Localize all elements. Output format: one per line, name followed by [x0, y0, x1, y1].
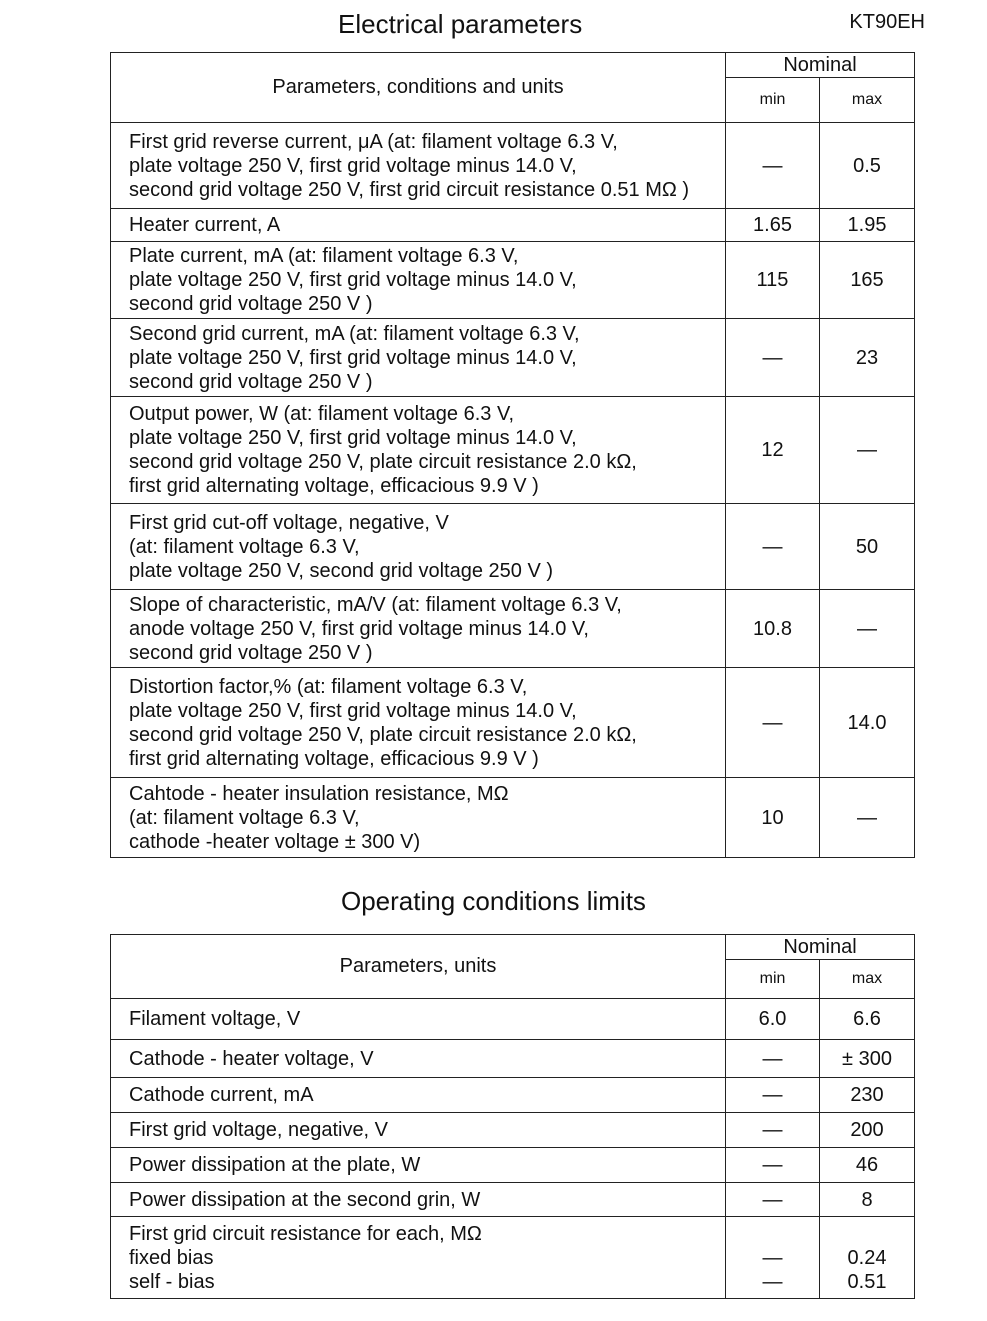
table-row: [111, 1148, 915, 1183]
min-value-cell: —: [726, 668, 820, 778]
table-row: [111, 1217, 915, 1299]
param-line: second grid voltage 250 V, plate circuit resistance 2.0 kΩ,: [129, 723, 637, 746]
max-value-cell: 14.0: [820, 668, 915, 778]
param-line: fixed bias: [129, 1246, 214, 1269]
operating-limits-table: [110, 934, 915, 1299]
value-line: —: [762, 1154, 783, 1176]
min-value-cell: 12: [726, 397, 820, 504]
table-row: [111, 1113, 915, 1148]
max-value-cell: [820, 1040, 915, 1078]
param-line: anode voltage 250 V, first grid voltage minus 14.0 V,: [129, 617, 589, 640]
param-line: Cathode - heater voltage, V: [129, 1047, 374, 1070]
value-line: —: [762, 1119, 783, 1141]
table-row: [111, 123, 915, 209]
param-line: First grid circuit resistance for each, MΩ: [129, 1222, 482, 1245]
table-row: [111, 242, 915, 319]
min-value-cell: [726, 1183, 820, 1217]
min-value-cell: —: [726, 504, 820, 590]
parameter-cell: [111, 999, 726, 1040]
value-line: 0.24: [847, 1246, 887, 1269]
min-value-cell: [726, 1113, 820, 1148]
table-row: [111, 1078, 915, 1113]
param-line: Filament voltage, V: [129, 1008, 301, 1030]
parameter-cell: [111, 123, 726, 209]
param-line: Cathode current, mA: [129, 1084, 314, 1106]
table-row: [111, 668, 915, 778]
value-line: —: [762, 1084, 783, 1106]
table-row: [111, 778, 915, 858]
value-line: 8: [861, 1188, 873, 1211]
min-value-cell: 115: [726, 242, 820, 319]
table-row: [111, 319, 915, 397]
param-line: Power dissipation at the plate, W: [129, 1154, 421, 1176]
max-value-cell: [820, 999, 915, 1040]
parameter-cell: [111, 1148, 726, 1183]
value-line: [726, 1222, 819, 1246]
table-row: [111, 999, 915, 1040]
parameter-cell: [111, 319, 726, 397]
max-value-cell: —: [820, 590, 915, 668]
param-line: Cahtode - heater insulation resistance, MΩ: [129, 782, 509, 805]
parameter-cell: [111, 590, 726, 668]
limits-title: Operating conditions limits: [341, 886, 646, 916]
max-value-cell: —: [820, 778, 915, 858]
parameter-cell: [111, 778, 726, 858]
table-row: [111, 504, 915, 590]
value-line: —: [762, 1270, 783, 1293]
value-line: 200: [850, 1119, 884, 1141]
param-line: Second grid current, mA (at: filament voltage 6.3 V,: [129, 322, 580, 345]
electrical-title: Electrical parameters: [338, 9, 583, 39]
max-value-cell: [820, 1183, 915, 1217]
table-row: [111, 590, 915, 668]
max-value-cell: 1.95: [820, 209, 915, 242]
min-value-cell: [726, 1217, 820, 1299]
value-line: 230: [850, 1084, 884, 1106]
parameter-cell: [111, 1183, 726, 1217]
value-line: —: [762, 1047, 783, 1070]
param-line: First grid cut-off voltage, negative, V: [129, 511, 449, 534]
value-line: [820, 1222, 914, 1246]
param-line: second grid voltage 250 V, plate circuit resistance 2.0 kΩ,: [129, 451, 637, 473]
header-min: min: [726, 78, 820, 123]
parameter-cell: [111, 1217, 726, 1299]
header-parameters: Parameters, conditions and units: [111, 53, 726, 123]
max-value-cell: [820, 1148, 915, 1183]
value-line: —: [762, 1188, 783, 1211]
min-value-cell: [726, 1078, 820, 1113]
value-line: —: [762, 1246, 783, 1269]
max-value-cell: [820, 1078, 915, 1113]
header-max: max: [820, 78, 915, 123]
min-value-cell: 10.8: [726, 590, 820, 668]
param-line: second grid voltage 250 V ): [129, 293, 373, 315]
param-line: plate voltage 250 V, first grid voltage minus 14.0 V,: [129, 154, 577, 177]
max-value-cell: —: [820, 397, 915, 504]
param-line: second grid voltage 250 V ): [129, 641, 373, 664]
param-line: plate voltage 250 V, first grid voltage minus 14.0 V,: [129, 346, 577, 369]
param-line: First grid reverse current, μA (at: filament voltage 6.3 V,: [129, 130, 618, 153]
max-value-cell: [820, 1217, 915, 1299]
parameter-cell: [111, 242, 726, 319]
param-line: plate voltage 250 V, first grid voltage minus 14.0 V,: [129, 699, 577, 722]
value-line: 0.51: [847, 1270, 887, 1293]
param-line: (at: filament voltage 6.3 V,: [129, 806, 360, 829]
min-value-cell: [726, 1148, 820, 1183]
header-parameters: Parameters, units: [111, 935, 726, 999]
parameter-cell: [111, 1078, 726, 1113]
min-value-cell: —: [726, 123, 820, 209]
param-line: plate voltage 250 V, second grid voltage 250 V ): [129, 559, 554, 582]
max-value-cell: 165: [820, 242, 915, 319]
electrical-parameters-table: [110, 52, 915, 858]
value-line: ± 300: [842, 1047, 892, 1070]
table-row: [111, 1040, 915, 1078]
table-row: [111, 1183, 915, 1217]
header-nominal: Nominal: [726, 53, 915, 78]
value-line: 6.6: [853, 1008, 881, 1030]
max-value-cell: 50: [820, 504, 915, 590]
param-line: Heater current, A: [129, 214, 281, 236]
param-line: Plate current, mA (at: filament voltage 6.3 V,: [129, 245, 519, 267]
min-value-cell: 1.65: [726, 209, 820, 242]
value-line: 6.0: [758, 1008, 787, 1030]
table-row: [111, 397, 915, 504]
table-row: [111, 209, 915, 242]
param-line: cathode -heater voltage ± 300 V): [129, 830, 421, 853]
header-min: min: [726, 960, 820, 999]
param-line: plate voltage 250 V, first grid voltage minus 14.0 V,: [129, 269, 577, 291]
value-line: 46: [855, 1154, 879, 1176]
param-line: second grid voltage 250 V, first grid circuit resistance 0.51 MΩ ): [129, 178, 690, 201]
max-value-cell: 23: [820, 319, 915, 397]
parameter-cell: [111, 1040, 726, 1078]
param-line: second grid voltage 250 V ): [129, 370, 373, 393]
max-value-cell: 0.5: [820, 123, 915, 209]
max-value-cell: [820, 1113, 915, 1148]
param-line: First grid voltage, negative, V: [129, 1119, 389, 1141]
param-line: first grid alternating voltage, efficacious 9.9 V ): [129, 475, 539, 497]
parameter-cell: [111, 504, 726, 590]
min-value-cell: —: [726, 319, 820, 397]
param-line: self - bias: [129, 1270, 215, 1293]
param-line: Output power, W (at: filament voltage 6.3 V,: [129, 403, 515, 425]
min-value-cell: [726, 999, 820, 1040]
param-line: Distortion factor,% (at: filament voltage 6.3 V,: [129, 675, 528, 698]
parameter-cell: [111, 1113, 726, 1148]
param-line: Slope of characteristic, mA/V (at: filament voltage 6.3 V,: [129, 593, 622, 616]
model-label: KT90EH: [849, 11, 925, 33]
param-line: Power dissipation at the second grin, W: [129, 1188, 481, 1211]
min-value-cell: 10: [726, 778, 820, 858]
parameter-cell: [111, 397, 726, 504]
header-max: max: [820, 960, 915, 999]
header-nominal: Nominal: [726, 935, 915, 960]
parameter-cell: [111, 209, 726, 242]
param-line: plate voltage 250 V, first grid voltage minus 14.0 V,: [129, 427, 577, 449]
min-value-cell: [726, 1040, 820, 1078]
parameter-cell: [111, 668, 726, 778]
param-line: (at: filament voltage 6.3 V,: [129, 535, 360, 558]
param-line: first grid alternating voltage, efficacious 9.9 V ): [129, 747, 539, 770]
